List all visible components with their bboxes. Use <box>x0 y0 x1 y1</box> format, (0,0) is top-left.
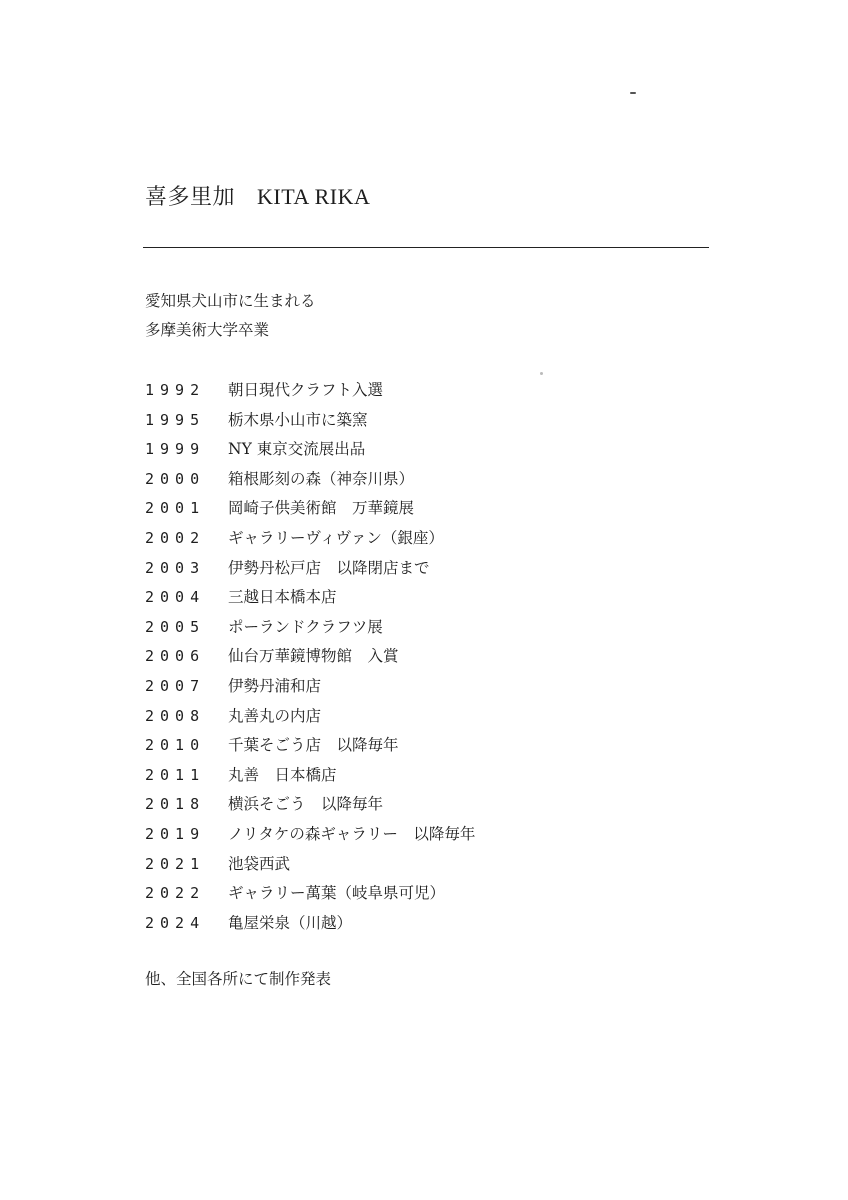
history-row <box>145 613 475 643</box>
history-year: 2002 <box>145 528 206 547</box>
history-event: ギャラリーヴィヴァン（銀座） <box>228 528 444 547</box>
history-year: 1999 <box>145 440 206 459</box>
history-event: ノリタケの森ギャラリー 以降毎年 <box>228 824 476 843</box>
history-year: 2004 <box>145 588 206 607</box>
history-row <box>145 731 475 761</box>
history-year: 2019 <box>145 824 206 843</box>
education-line: 多摩美術大学卒業 <box>145 321 270 339</box>
history-year: 2000 <box>145 469 206 488</box>
history-year: 2018 <box>145 795 206 814</box>
history-event: 伊勢丹浦和店 <box>228 676 322 695</box>
history-event: 千葉そごう店 以降毎年 <box>228 736 399 755</box>
history-row <box>145 850 475 880</box>
history-event: 横浜そごう 以降毎年 <box>228 795 384 814</box>
history-year: 2022 <box>145 884 206 903</box>
scan-speck <box>540 372 543 375</box>
closing-note: 他、全国各所にて制作発表 <box>145 970 332 988</box>
history-row <box>145 406 475 436</box>
biography-intro <box>145 287 316 345</box>
history-row <box>145 642 475 672</box>
history-year: 1992 <box>145 381 206 399</box>
history-year: 1995 <box>145 410 206 429</box>
history-event: 丸善丸の内店 <box>228 706 322 725</box>
scan-speck <box>630 92 636 94</box>
history-row <box>145 702 475 732</box>
history-year: 2006 <box>145 647 206 666</box>
history-row <box>145 554 475 584</box>
birthplace-line: 愛知県犬山市に生まれる <box>145 292 316 310</box>
history-row <box>145 790 475 820</box>
artist-name-english: KITA RIKA <box>257 184 371 209</box>
history-row <box>145 524 475 554</box>
history-row <box>145 820 475 850</box>
history-event: 栃木県小山市に築窯 <box>228 410 368 429</box>
artist-name-japanese: 喜多里加 <box>145 185 236 210</box>
history-row <box>145 465 475 495</box>
history-event: 池袋西武 <box>228 854 291 873</box>
history-year: 2011 <box>145 765 206 784</box>
history-row <box>145 879 475 909</box>
history-year: 2024 <box>145 913 206 932</box>
history-year: 2003 <box>145 558 206 577</box>
history-event: NY 東京交流展出品 <box>228 440 366 459</box>
history-year: 2008 <box>145 706 206 725</box>
history-year: 2007 <box>145 676 206 695</box>
history-year: 2001 <box>145 499 206 518</box>
history-row <box>145 376 475 406</box>
history-row <box>145 672 475 702</box>
history-event: 三越日本橋本店 <box>228 588 337 607</box>
history-row <box>145 761 475 791</box>
page-title <box>145 180 370 211</box>
history-event: ポーランドクラフツ展 <box>228 617 383 636</box>
history-year: 2005 <box>145 617 206 636</box>
history-event: 亀屋栄泉（川越） <box>228 913 353 932</box>
title-divider <box>143 247 709 248</box>
history-event: 岡崎子供美術館 万華鏡展 <box>228 499 415 518</box>
history-event: 箱根彫刻の森（神奈川県） <box>228 469 415 488</box>
history-event: ギャラリー萬葉（岐阜県可児） <box>228 884 446 903</box>
history-event: 伊勢丹松戸店 以降閉店まで <box>228 558 430 577</box>
history-event: 丸善 日本橋店 <box>228 765 337 784</box>
history-event: 朝日現代クラフト入選 <box>228 381 384 399</box>
exhibition-history-list <box>145 376 475 938</box>
history-year: 2021 <box>145 854 206 873</box>
history-row <box>145 494 475 524</box>
history-row <box>145 583 475 613</box>
history-row <box>145 909 475 939</box>
history-row <box>145 435 475 465</box>
history-event: 仙台万華鏡博物館 入賞 <box>228 647 399 666</box>
history-year: 2010 <box>145 736 206 755</box>
